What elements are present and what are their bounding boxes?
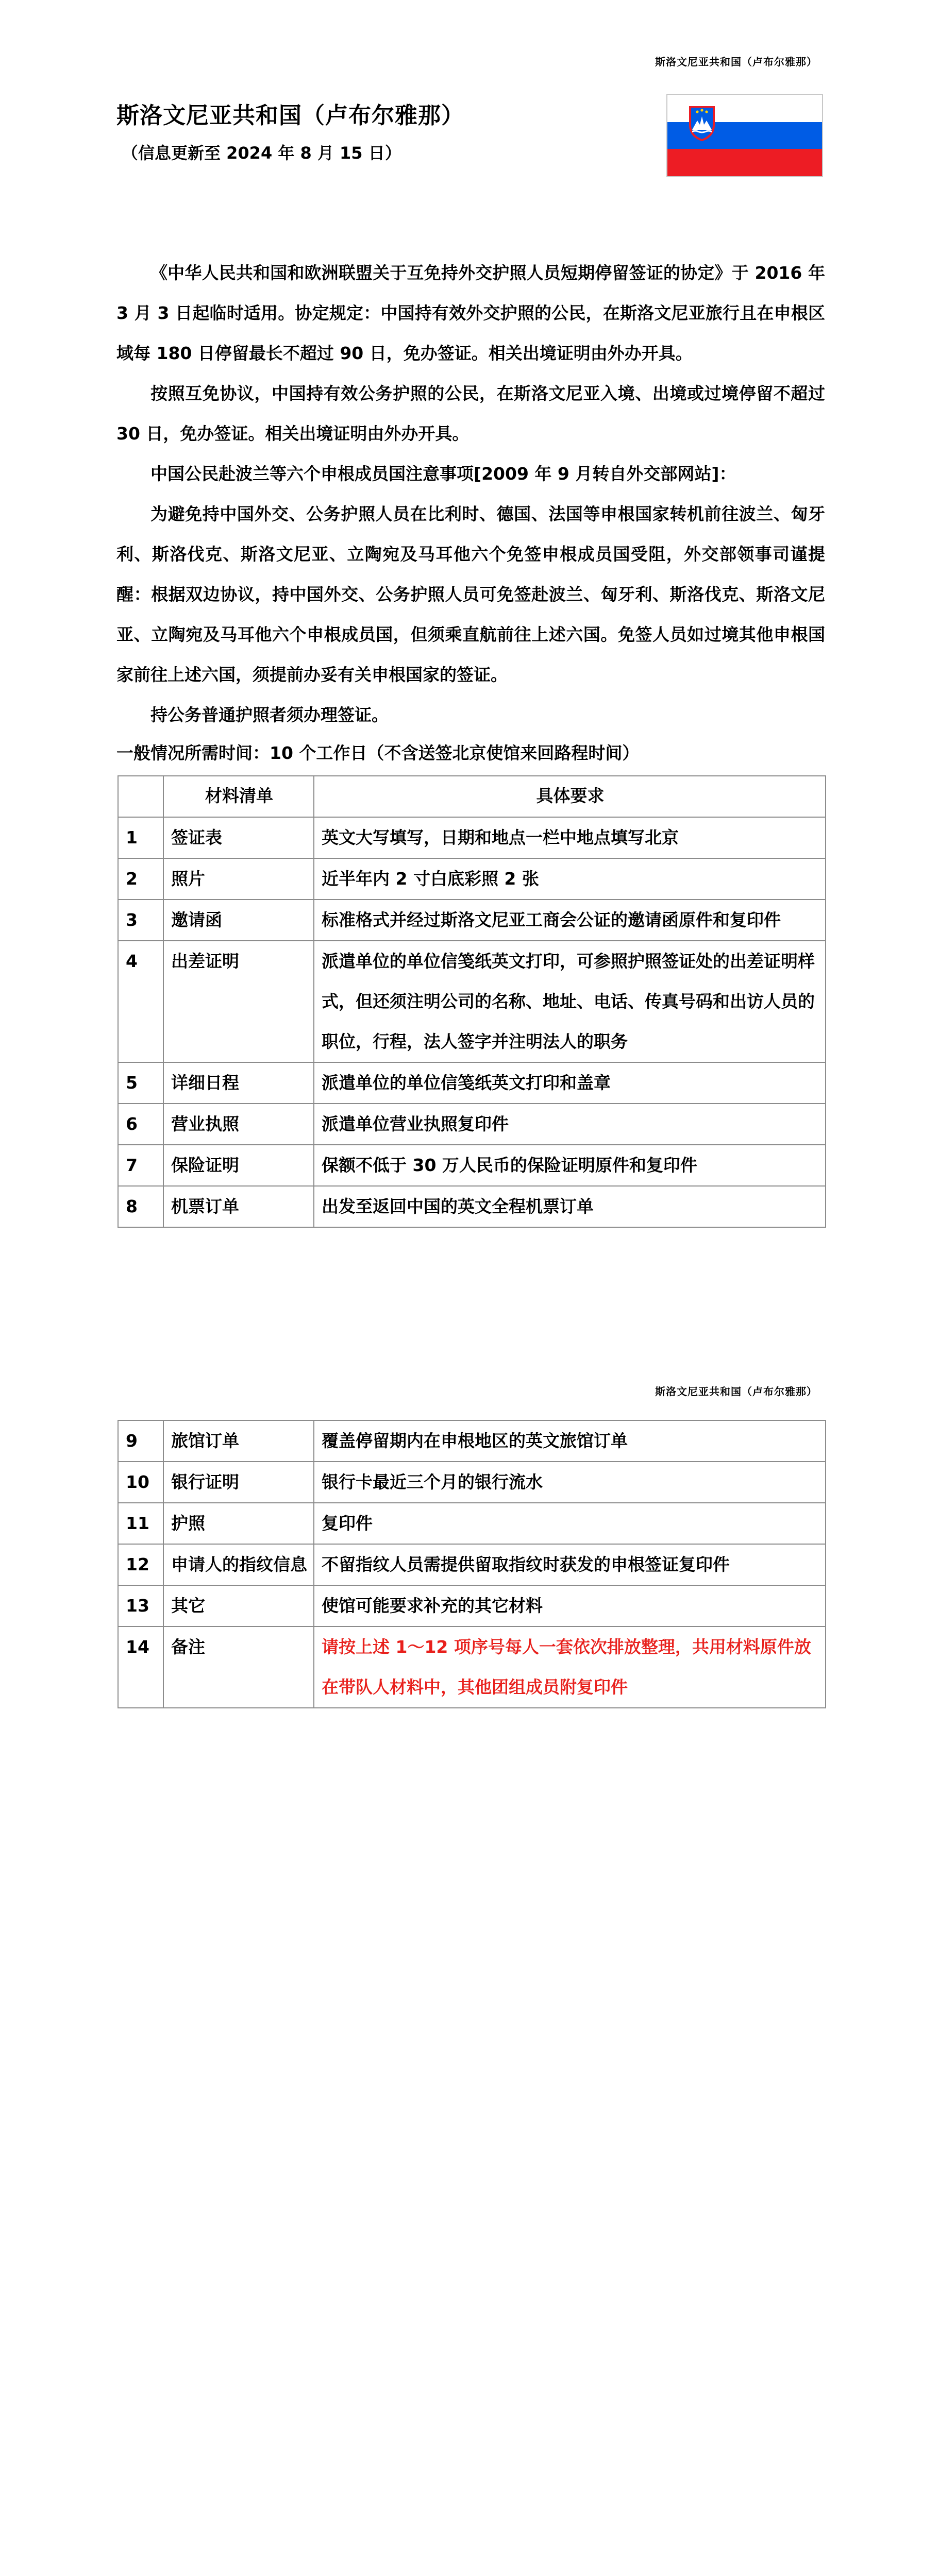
row-number: 14 <box>118 1626 163 1708</box>
row-item: 出差证明 <box>163 941 314 1062</box>
table-row <box>118 858 826 900</box>
row-item: 银行证明 <box>163 1462 314 1503</box>
row-number: 3 <box>118 900 163 941</box>
row-item: 保险证明 <box>163 1145 314 1186</box>
table-row <box>118 1186 826 1227</box>
row-item: 护照 <box>163 1503 314 1544</box>
table-row <box>118 1145 826 1186</box>
table-row <box>118 1462 826 1503</box>
table-row <box>118 1104 826 1145</box>
row-requirement: 不留指纹人员需提供留取指纹时获发的申根签证复印件 <box>314 1544 826 1585</box>
materials-table <box>118 775 826 1228</box>
table-row <box>118 817 826 858</box>
coat-of-arms-icon <box>687 105 717 142</box>
table-row <box>118 1544 826 1585</box>
table-header-row <box>118 776 826 817</box>
table-row <box>118 1585 826 1626</box>
header-number <box>118 776 163 817</box>
row-item: 其它 <box>163 1585 314 1626</box>
row-number: 11 <box>118 1503 163 1544</box>
row-item: 照片 <box>163 858 314 900</box>
table-row <box>118 1420 826 1462</box>
table-row <box>118 1503 826 1544</box>
row-requirement: 英文大写填写，日期和地点一栏中地点填写北京 <box>314 817 826 858</box>
table-row <box>118 941 826 1062</box>
slovenia-flag-icon <box>666 94 823 177</box>
row-requirement: 使馆可能要求补充的其它材料 <box>314 1585 826 1626</box>
update-date: （信息更新至 2024 年 8 月 15 日） <box>122 143 401 163</box>
row-requirement: 出发至返回中国的英文全程机票订单 <box>314 1186 826 1227</box>
row-requirement: 银行卡最近三个月的银行流水 <box>314 1462 826 1503</box>
row-requirement: 覆盖停留期内在申根地区的英文旅馆订单 <box>314 1420 826 1462</box>
row-item: 机票订单 <box>163 1186 314 1227</box>
paragraph-diplomatic-agreement: 《中华人民共和国和欧洲联盟关于互免持外交护照人员短期停留签证的协定》于 2016 年 3 月 3 日起临时适用。协定规定：中国持有效外交护照的公民，在斯洛文尼亚旅行且在申根区域每 180 日停留最长不超过 90 日，免办签证。相关出境证明由外办开具。 <box>116 263 825 363</box>
row-number: 13 <box>118 1585 163 1626</box>
processing-time: 一般情况所需时间：10 个工作日（不含送签北京使馆来回路程时间） <box>116 743 640 763</box>
paragraph-notice-heading: 中国公民赴波兰等六个申根成员国注意事项[2009 年 9 月转自外交部网站]： <box>150 464 736 484</box>
row-number: 5 <box>118 1062 163 1104</box>
row-number: 12 <box>118 1544 163 1585</box>
row-item: 签证表 <box>163 817 314 858</box>
row-number: 4 <box>118 941 163 1062</box>
row-item: 营业执照 <box>163 1104 314 1145</box>
running-header: 斯洛文尼亚共和国（卢布尔雅那） <box>655 56 817 68</box>
table-row <box>118 1062 826 1104</box>
row-requirement: 复印件 <box>314 1503 826 1544</box>
row-number: 6 <box>118 1104 163 1145</box>
paragraph-service-passport: 按照互免协议，中国持有效公务护照的公民，在斯洛文尼亚入境、出境或过境停留不超过 30 日，免办签证。相关出境证明由外办开具。 <box>116 383 825 444</box>
row-requirement: 保额不低于 30 万人民币的保险证明原件和复印件 <box>314 1145 826 1186</box>
row-requirement: 派遣单位的单位信笺纸英文打印，可参照护照签证处的出差证明样式，但还须注明公司的名称、地址、电话、传真号码和出访人员的职位，行程，法人签字并注明法人的职务 <box>314 941 826 1062</box>
row-requirement: 派遣单位的单位信笺纸英文打印和盖章 <box>314 1062 826 1104</box>
table-row <box>118 1626 826 1708</box>
running-header: 斯洛文尼亚共和国（卢布尔雅那） <box>655 1385 817 1398</box>
paragraph-transit-warning: 为避免持中国外交、公务护照人员在比利时、德国、法国等申根国家转机前往波兰、匈牙利、斯洛伐克、斯洛文尼亚、立陶宛及马耳他六个免签申根成员国受阻，外交部领事司谨提醒：根据双边协议，持中国外交、公务护照人员可免签赴波兰、匈牙利、斯洛伐克、斯洛文尼亚、立陶宛及马耳他六个申根成员国，但须乘直航前往上述六国。免签人员如过境其他申根国家前往上述六国，须提前办妥有关申根国家的签证。 <box>116 504 825 685</box>
row-number: 10 <box>118 1462 163 1503</box>
row-number: 7 <box>118 1145 163 1186</box>
row-item: 详细日程 <box>163 1062 314 1104</box>
row-item: 旅馆订单 <box>163 1420 314 1462</box>
row-requirement: 近半年内 2 寸白底彩照 2 张 <box>314 858 826 900</box>
row-item: 备注 <box>163 1626 314 1708</box>
row-number: 2 <box>118 858 163 900</box>
row-number: 8 <box>118 1186 163 1227</box>
row-requirement: 标准格式并经过斯洛文尼亚工商会公证的邀请函原件和复印件 <box>314 900 826 941</box>
paragraph-visa-required: 持公务普通护照者须办理签证。 <box>150 705 389 725</box>
row-item: 申请人的指纹信息 <box>163 1544 314 1585</box>
row-number: 9 <box>118 1420 163 1462</box>
materials-table-continued <box>118 1420 826 1708</box>
page-title: 斯洛文尼亚共和国（卢布尔雅那） <box>116 103 464 129</box>
note-requirement: 请按上述 1～12 项序号每人一套依次排放整理，共用材料原件放在带队人材料中，其他团组成员附复印件 <box>314 1626 826 1708</box>
row-requirement: 派遣单位营业执照复印件 <box>314 1104 826 1145</box>
table-row <box>118 900 826 941</box>
row-number: 1 <box>118 817 163 858</box>
row-item: 邀请函 <box>163 900 314 941</box>
header-requirements: 具体要求 <box>314 776 826 817</box>
header-materials: 材料清单 <box>163 776 314 817</box>
